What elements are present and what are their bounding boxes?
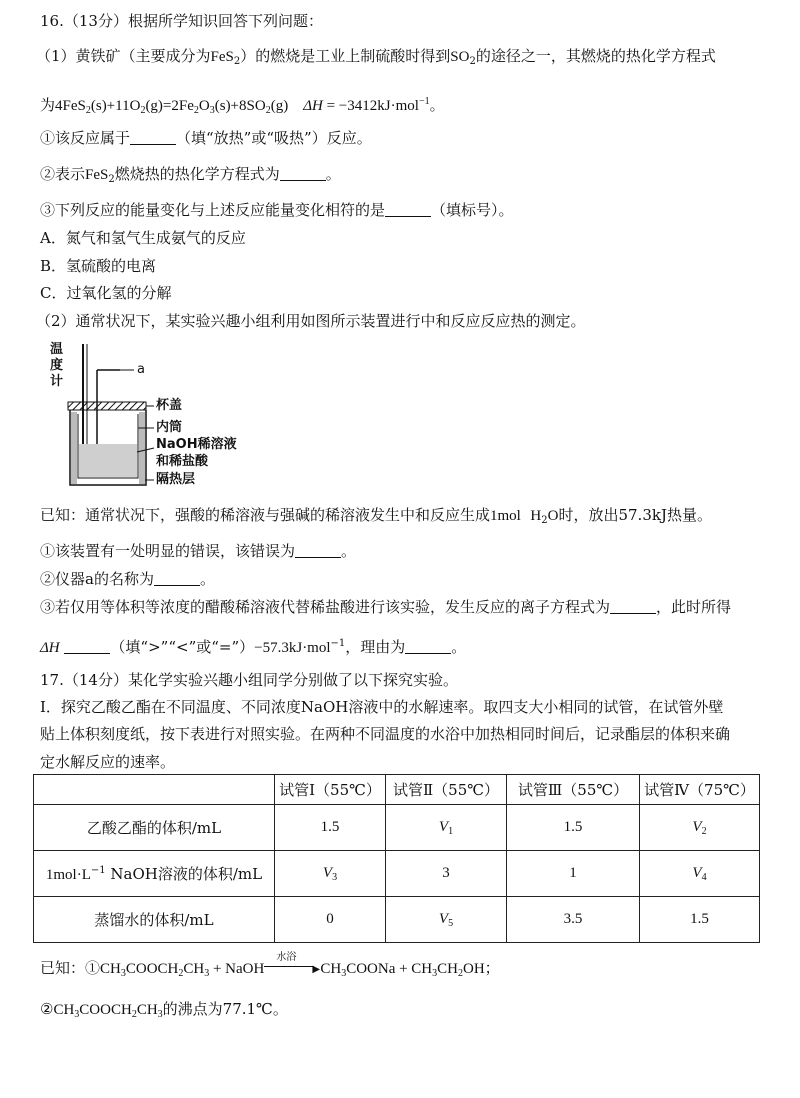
q17-known-2: $②CH_3COOCH_2CH_3$的沸点为77.1℃。 bbox=[40, 1000, 288, 1020]
q16-t1: ①该装置有一处明显的错误，该错误为 。 bbox=[40, 542, 357, 560]
q16-header: 16.（13分）根据所学知识回答下列问题： bbox=[40, 12, 323, 30]
table-cell: 1.5 bbox=[275, 805, 386, 851]
experiment-table bbox=[33, 774, 760, 943]
table-header-row bbox=[34, 775, 760, 805]
q16-sub3: ③下列反应的能量变化与上述反应能量变化相符的是 （填标号）。 bbox=[40, 201, 514, 219]
row-label: 蒸馏水的体积/mL bbox=[34, 897, 275, 943]
answer-blank[interactable] bbox=[280, 166, 326, 181]
answer-blank[interactable] bbox=[154, 571, 200, 586]
label-a: a bbox=[137, 362, 145, 377]
table-cell: 0 bbox=[275, 897, 386, 943]
table-cell: 1.5 bbox=[640, 897, 760, 943]
table-header-cell: 试管Ⅱ（55℃） bbox=[386, 775, 507, 805]
q17-intro-1: Ⅰ．探究乙酸乙酯在不同温度、不同浓度NaOH溶液中的水解速率。取四支大小相同的试管，在试管外壁 bbox=[40, 698, 724, 716]
q17-intro-2: 贴上体积刻度纸，按下表进行对照实验。在两种不同温度的水浴中加热相同时间后，记录酯层的体积来确 bbox=[40, 725, 731, 743]
label-naoh-2: 和稀盐酸 bbox=[156, 454, 209, 469]
q17-header: 17.（14分）某化学实验兴趣小组同学分别做了以下探究实验。 bbox=[40, 671, 458, 689]
table-cell: 3.5 bbox=[507, 897, 640, 943]
label-inner-cup: 内筒 bbox=[156, 420, 183, 435]
q16-sub2: ②表示FeS$_2$燃烧热的热化学方程式为 。 bbox=[40, 165, 341, 185]
thermometer-label-1: 温 bbox=[50, 342, 64, 357]
answer-blank[interactable] bbox=[610, 599, 656, 614]
calorimeter-diagram bbox=[50, 340, 250, 490]
table-row bbox=[34, 851, 760, 897]
thermometer-label-2: 度 bbox=[50, 358, 64, 373]
option-a: A．氮气和氢气生成氨气的反应 bbox=[40, 229, 246, 247]
q16-part2-text: （2）通常状况下，某实验兴趣小组利用如图所示装置进行中和反应反应热的测定。 bbox=[36, 312, 586, 330]
q16-equation: 为$4FeS_2(s)+11O_2(g)=2Fe_2O_3(s)+8SO_2(g)$ ΔH = −3412kJ·mol$^{-1}$。 bbox=[40, 96, 445, 116]
table-header-cell: 试管Ⅰ（55℃） bbox=[275, 775, 386, 805]
option-b: B．氢硫酸的电离 bbox=[40, 257, 157, 275]
q17-intro-3: 定水解反应的速率。 bbox=[40, 753, 176, 771]
table-cell: 1.5 bbox=[507, 805, 640, 851]
answer-blank[interactable] bbox=[405, 639, 451, 654]
thermometer-label-3: 计 bbox=[50, 374, 64, 389]
q16-t4: ΔH （填“>”“<”或“=”）−57.3kJ·mol$^{-1}$，理由为 。 bbox=[40, 638, 467, 656]
table-row bbox=[34, 805, 760, 851]
answer-blank[interactable] bbox=[130, 130, 176, 145]
table-cell: $V_4$ bbox=[640, 851, 760, 897]
table-row bbox=[34, 897, 760, 943]
q16-t3: ③若仅用等体积等浓度的醋酸稀溶液代替稀盐酸进行该实验，发生反应的离子方程式为 ，此时所得 bbox=[40, 598, 732, 616]
q16-part1-text: （1）黄铁矿（主要成分为FeS$_2$）的燃烧是工业上制硫酸时得到$SO_2$的途径之一，其燃烧的热化学方程式 bbox=[36, 47, 716, 67]
row-label: 乙酸乙酯的体积/mL bbox=[34, 805, 275, 851]
option-c: C．过氧化氢的分解 bbox=[40, 284, 172, 302]
answer-blank[interactable] bbox=[385, 202, 431, 217]
row-label: $1mol\cdot L^{-1}$ NaOH溶液的体积/mL bbox=[34, 851, 275, 897]
label-lid: 杯盖 bbox=[156, 398, 183, 413]
q16-known: 已知：通常状况下，强酸的稀溶液与强碱的稀溶液发生中和反应生成1mol $H_2O$时，放出57.3kJ热量。 bbox=[40, 506, 712, 526]
table-cell: $V_1$ bbox=[386, 805, 507, 851]
table-cell: $V_3$ bbox=[275, 851, 386, 897]
q16-t2: ②仪器a的名称为 。 bbox=[40, 570, 215, 588]
label-naoh-1: NaOH稀溶液 bbox=[156, 437, 237, 452]
table-cell: $V_5$ bbox=[386, 897, 507, 943]
table-cell: 3 bbox=[386, 851, 507, 897]
label-insulation: 隔热层 bbox=[156, 472, 196, 487]
q16-sub1: ①该反应属于 （填“放热”或“吸热”）反应。 bbox=[40, 129, 372, 147]
table-header-cell: 试管Ⅲ（55℃） bbox=[507, 775, 640, 805]
table-header-cell: 试管Ⅳ（75℃） bbox=[640, 775, 760, 805]
table-header-cell bbox=[34, 775, 275, 805]
answer-blank[interactable] bbox=[64, 639, 110, 654]
calorimeter-drawing bbox=[50, 340, 250, 490]
q17-known-1: 已知：$①CH_3COOCH_2CH_3$ + NaOH 水浴 ▶ $CH_3COONa + CH_3CH_2OH$； bbox=[40, 952, 500, 979]
table-cell: 1 bbox=[507, 851, 640, 897]
answer-blank[interactable] bbox=[295, 543, 341, 558]
table-cell: $V_2$ bbox=[640, 805, 760, 851]
reaction-arrow: 水浴 ▶ bbox=[264, 958, 320, 972]
